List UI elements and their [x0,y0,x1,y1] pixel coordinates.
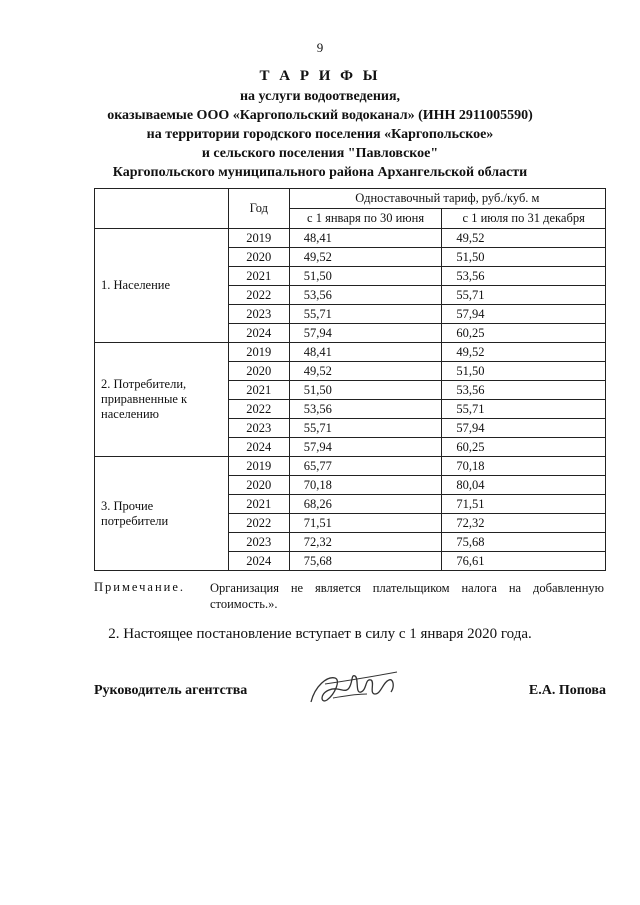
tariff-table [94,188,606,571]
tariff-h2-cell: 51,50 [442,248,606,267]
table-header-period1: с 1 января по 30 июня [289,209,442,229]
year-cell: 2021 [228,267,289,286]
tariff-h2-cell: 72,32 [442,514,606,533]
year-cell: 2021 [228,381,289,400]
note-text: Организация не является плательщиком налога на добавленную стоимость.». [210,581,604,611]
tariff-h1-cell: 72,32 [289,533,442,552]
tariff-h1-cell: 75,68 [289,552,442,571]
year-cell: 2023 [228,533,289,552]
year-cell: 2022 [228,286,289,305]
table-row [95,457,606,476]
tariff-h1-cell: 53,56 [289,400,442,419]
tariff-h2-cell: 55,71 [442,400,606,419]
tariff-h2-cell: 55,71 [442,286,606,305]
tariff-h2-cell: 53,56 [442,381,606,400]
title-line: и сельского поселения "Павловское" [201,146,439,161]
tariff-h1-cell: 51,50 [289,267,442,286]
year-cell: 2019 [228,457,289,476]
tariff-h2-cell: 49,52 [442,229,606,248]
title-line: оказываемые ООО «Каргопольский водоканал» (ИНН 2911005590) [107,108,533,123]
tariff-h1-cell: 55,71 [289,305,442,324]
table-row [95,229,606,248]
year-cell: 2024 [228,552,289,571]
tariff-h2-cell: 49,52 [442,343,606,362]
tariff-h1-cell: 49,52 [289,362,442,381]
year-cell: 2022 [228,514,289,533]
tariff-h1-cell: 48,41 [289,229,442,248]
category-cell: 1. Население [95,229,229,343]
tariff-h2-cell: 75,68 [442,533,606,552]
page-number: 9 [316,40,324,55]
table-header-empty [95,189,229,229]
tariff-h1-cell: 71,51 [289,514,442,533]
table-body [95,229,606,571]
title-line: Каргопольского муниципального района Архангельской области [112,165,528,180]
tariff-h1-cell: 70,18 [289,476,442,495]
tariff-h2-cell: 51,50 [442,362,606,381]
category-cell: 2. Потребители, приравненные к населению [95,343,229,457]
document-title [0,68,640,182]
title-line: на территории городского поселения «Каргопольское» [146,127,494,142]
tariff-h1-cell: 68,26 [289,495,442,514]
tariff-h2-cell: 60,25 [442,438,606,457]
year-cell: 2022 [228,400,289,419]
signatory-position: Руководитель агентства [94,683,248,698]
tariff-h1-cell: 53,56 [289,286,442,305]
tariff-h1-cell: 57,94 [289,438,442,457]
tariff-h2-cell: 53,56 [442,267,606,286]
year-cell: 2019 [228,343,289,362]
tariff-h2-cell: 57,94 [442,305,606,324]
year-cell: 2021 [228,495,289,514]
table-header-year: Год [228,189,289,229]
tariff-h1-cell: 51,50 [289,381,442,400]
year-cell: 2023 [228,419,289,438]
tariff-h2-cell: 70,18 [442,457,606,476]
signatory-name: Е.А. Попова [528,683,606,698]
tariff-h2-cell: 76,61 [442,552,606,571]
table-row [95,343,606,362]
year-cell: 2020 [228,248,289,267]
title-heading: Т А Р И Ф Ы [259,68,381,84]
year-cell: 2019 [228,229,289,248]
tariff-h2-cell: 71,51 [442,495,606,514]
tariff-h2-cell: 80,04 [442,476,606,495]
tariff-h1-cell: 57,94 [289,324,442,343]
tariff-h1-cell: 55,71 [289,419,442,438]
tariff-h2-cell: 57,94 [442,419,606,438]
tariff-h1-cell: 65,77 [289,457,442,476]
tariff-h1-cell: 48,41 [289,343,442,362]
year-cell: 2023 [228,305,289,324]
tariff-h1-cell: 49,52 [289,248,442,267]
table-header-period2: с 1 июля по 31 декабря [442,209,606,229]
year-cell: 2024 [228,324,289,343]
category-cell: 3. Прочие потребители [95,457,229,571]
handwritten-signature [305,664,405,714]
decree-text: 2. Настоящее постановление вступает в силу с 1 января 2020 года. [108,626,532,642]
year-cell: 2020 [228,476,289,495]
title-line: на услуги водоотведения, [239,89,401,104]
table-header-tariff: Одноставочный тариф, руб./куб. м [289,189,605,209]
note-label: Примечание. [94,580,186,594]
year-cell: 2020 [228,362,289,381]
year-cell: 2024 [228,438,289,457]
tariff-h2-cell: 60,25 [442,324,606,343]
